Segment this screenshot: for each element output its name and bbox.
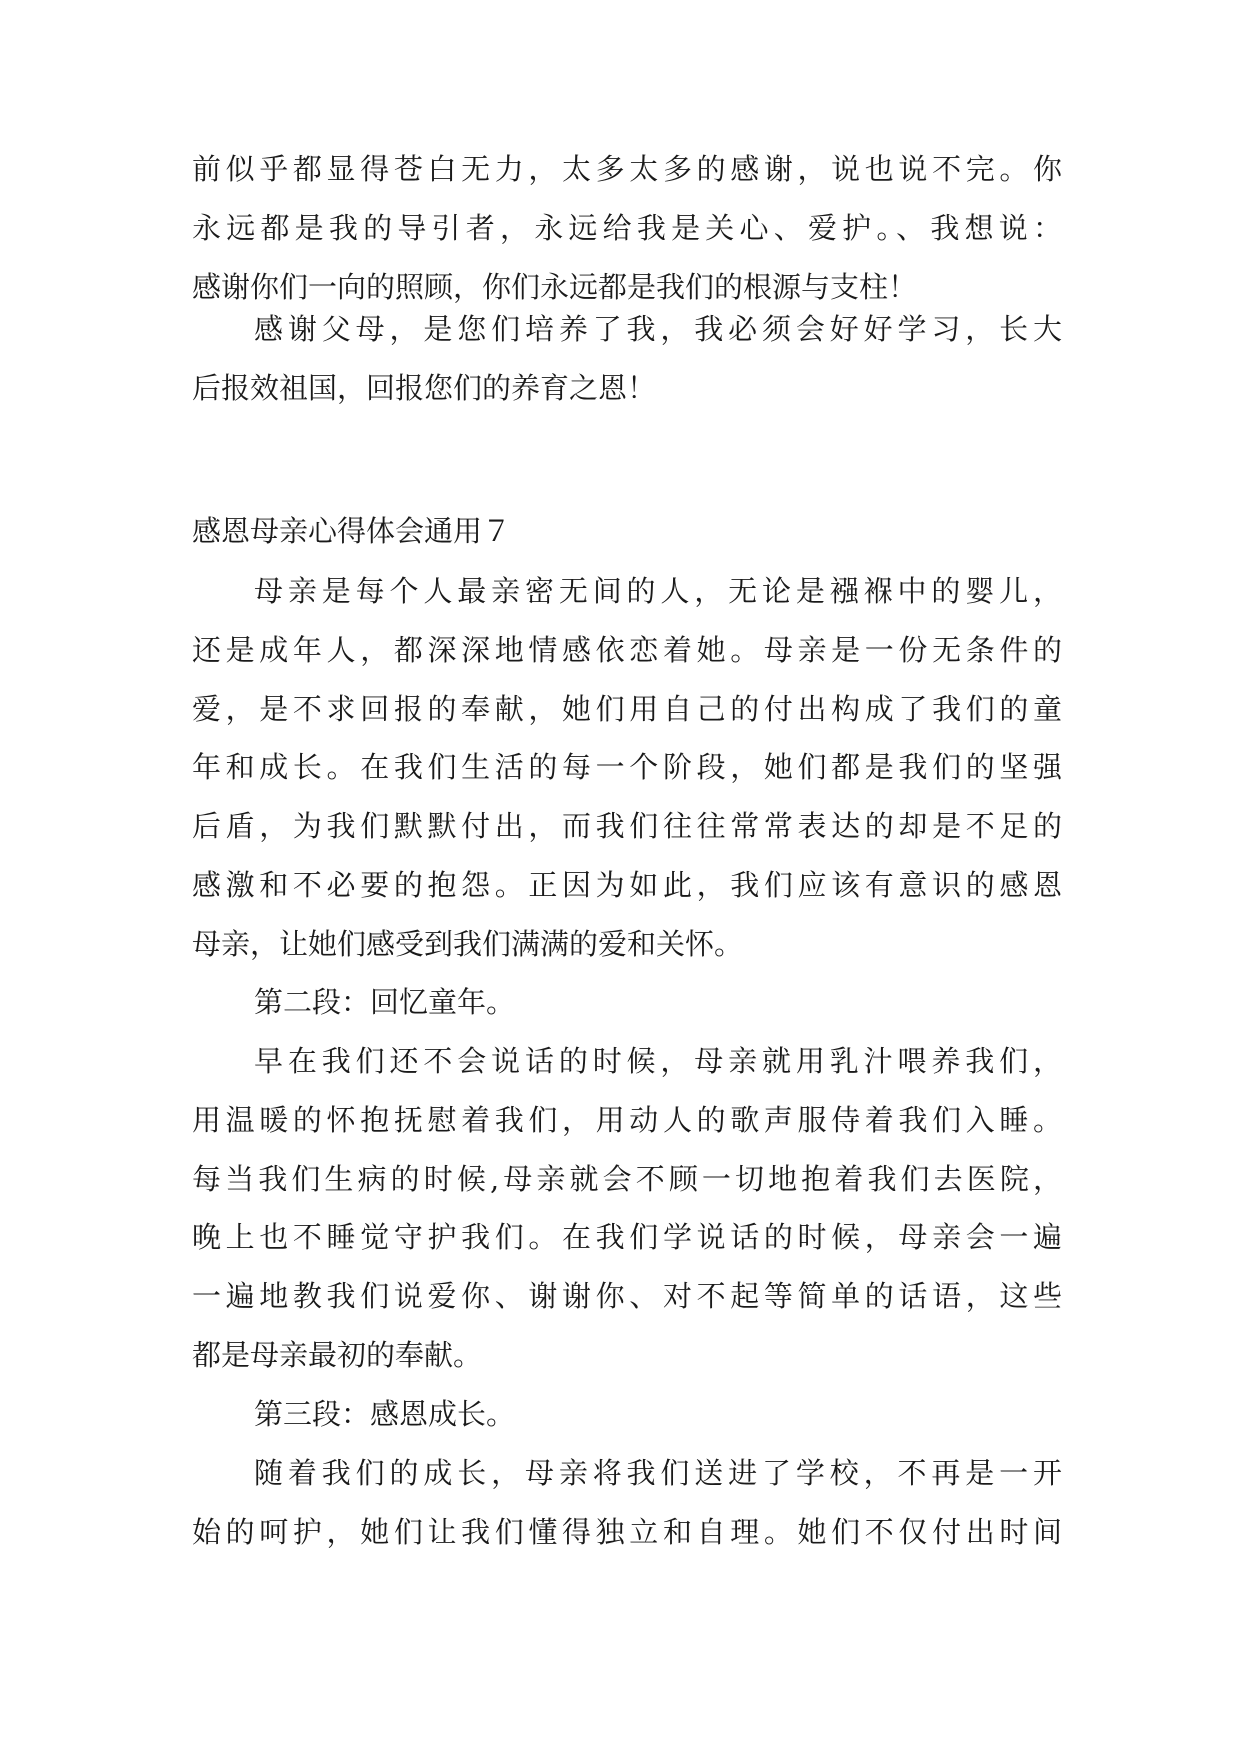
text-line: 还是成年人，都深深地情感依恋着她。母亲是一份无条件的: [192, 632, 1062, 667]
text-line: 母亲是每个人最亲密无间的人，无论是襁褓中的婴儿，: [254, 574, 1062, 608]
paragraph: [192, 1444, 1062, 1562]
text-line: 爱，是不求回报的奉献，她们用自己的付出构成了我们的童: [192, 691, 1062, 726]
paragraph: [192, 140, 1062, 316]
subheading-childhood: 第二段：回忆童年。: [254, 985, 516, 1019]
text-line: 随着我们的成长，母亲将我们送进了学校，不再是一开: [254, 1456, 1062, 1490]
text-line: 后报效祖国，回报您们的养育之恩！: [192, 370, 657, 405]
text-line: 用温暖的怀抱抚慰着我们，用动人的歌声服侍着我们入睡。: [192, 1102, 1062, 1137]
subheading-growth: 第三段：感恩成长。: [254, 1397, 516, 1431]
text-line: 后盾，为我们默默付出，而我们往往常常表达的却是不足的: [192, 809, 1062, 844]
paragraph-thanks-parents: [192, 300, 1062, 418]
text-line: 母亲，让她们感受到我们满满的爱和关怀。: [192, 926, 744, 961]
text-line: 一遍地教我们说爱你、谢谢你、对不起等简单的话语，这些: [192, 1279, 1062, 1314]
paragraph-mother-intro: [192, 562, 1062, 974]
paragraph: [192, 562, 1062, 974]
section-heading-block: [192, 502, 1062, 561]
paragraph: [192, 1385, 1062, 1444]
paragraph-childhood: [192, 1032, 1062, 1385]
text-line: 感谢你们一向的照顾，你们永远都是我们的根源与支柱！: [192, 269, 918, 304]
subheading-block: [192, 973, 1062, 1032]
paragraph-continuation: [192, 140, 1062, 316]
text-line: 永远都是我的导引者，永远给我是关心、爱护。、我想说：: [192, 210, 1062, 245]
text-line: 早在我们还不会说话的时候，母亲就用乳汁喂养我们，: [254, 1044, 1062, 1078]
paragraph: [192, 1032, 1062, 1385]
text-line: 都是母亲最初的奉献。: [192, 1337, 483, 1372]
text-line: 始的呵护，她们让我们懂得独立和自理。她们不仅付出时间: [192, 1514, 1062, 1549]
paragraph-growth: [192, 1444, 1062, 1562]
text-line: 前似乎都显得苍白无力，太多太多的感谢，说也说不完。你: [192, 152, 1062, 186]
section-heading: 感恩母亲心得体会通用７: [192, 514, 512, 548]
subheading-block: [192, 1385, 1062, 1444]
paragraph: [192, 973, 1062, 1032]
text-line: 感谢父母，是您们培养了我，我必须会好好学习，长大: [254, 312, 1062, 346]
paragraph: [192, 300, 1062, 418]
text-line: 年和成长。在我们生活的每一个阶段，她们都是我们的坚强: [192, 750, 1062, 785]
text-line: 每当我们生病的时候,母亲就会不顾一切地抱着我们去医院，: [192, 1161, 1062, 1196]
text-line: 感激和不必要的抱怨。正因为如此，我们应该有意识的感恩: [192, 867, 1062, 902]
text-line: 晚上也不睡觉守护我们。在我们学说话的时候，母亲会一遍: [192, 1220, 1062, 1255]
